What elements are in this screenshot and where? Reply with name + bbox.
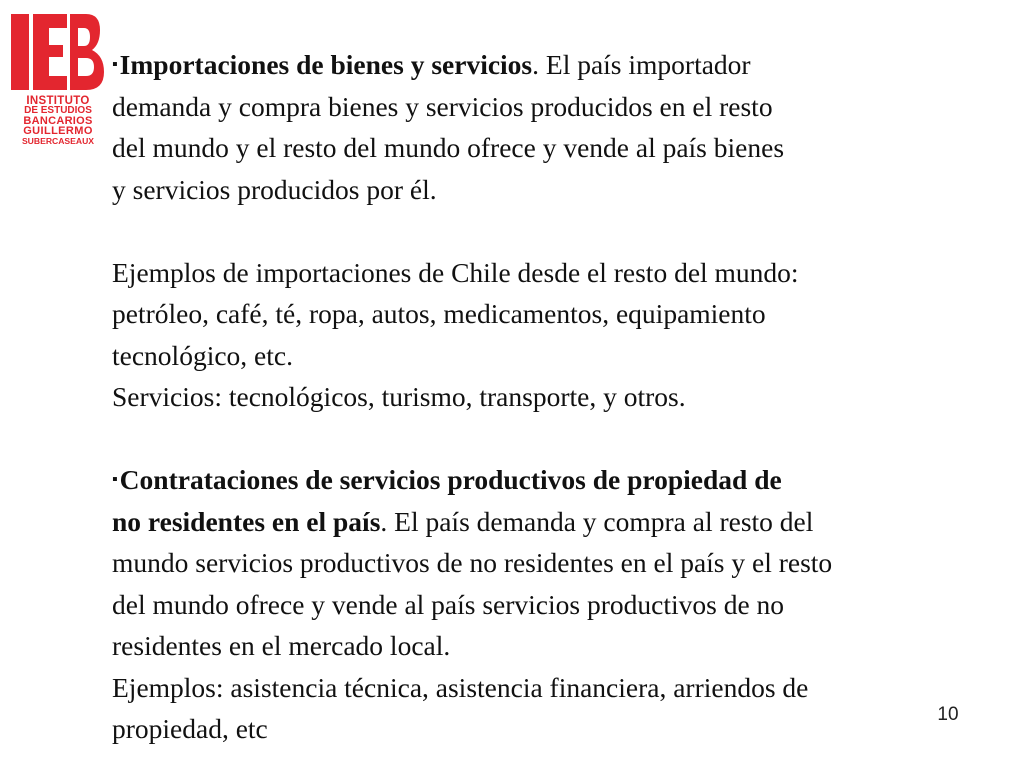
- institute-logo: [8, 10, 108, 160]
- services-paragraph: [112, 459, 1017, 750]
- imports-examples-paragraph: [112, 252, 1017, 418]
- logo-wordmark: [8, 96, 108, 146]
- square-bullet-icon: ▪: [112, 471, 118, 488]
- services-title-part-2: no residentes en el país: [112, 505, 381, 537]
- services-title-part-1: Contrataciones de servicios productivos de propiedad de: [119, 464, 782, 495]
- paragraph-spacer: [112, 418, 1017, 460]
- services-line-2-rest: . El país demanda y compra al resto del: [380, 505, 814, 537]
- imports-line-4: y servicios producidos por él.: [112, 173, 437, 205]
- services-line-5: residentes en el mercado local.: [112, 630, 451, 661]
- logo-line-3: BANCARIOS: [23, 115, 93, 127]
- imports-line-1-rest: . El país importador: [532, 49, 751, 80]
- imports-line-3: del mundo y el resto del mundo ofrece y vende al país bienes: [112, 132, 785, 163]
- square-bullet-icon: ▪: [112, 56, 118, 73]
- logo-line-1: INSTITUTO: [26, 95, 90, 107]
- examples-line-1: Ejemplos de importaciones de Chile desde el resto del mundo:: [112, 256, 799, 288]
- services-line-7: propiedad, etc: [112, 713, 268, 744]
- logo-line-4: GUILLERMO: [23, 125, 93, 137]
- imports-line-2: demanda y compra bienes y servicios producidos en el resto: [112, 90, 773, 122]
- imports-line-1: [112, 44, 1017, 86]
- paragraph-spacer: [112, 210, 1017, 252]
- examples-line-3: tecnológico, etc.: [112, 339, 293, 371]
- logo-line-5: SUBERCASEAUX: [21, 136, 95, 146]
- examples-line-2: petróleo, café, té, ropa, autos, medicamentos, equipamiento: [112, 298, 766, 329]
- services-line-4: del mundo ofrece y vende al país servicios productivos de no: [112, 588, 785, 620]
- services-line-2: [112, 501, 1017, 543]
- logo-line-2: DE ESTUDIOS: [24, 105, 92, 116]
- services-line-1: [112, 459, 1017, 501]
- slide-body: [112, 44, 1017, 750]
- imports-paragraph: [112, 44, 1017, 210]
- services-line-6: Ejemplos: asistencia técnica, asistencia financiera, arriendos de: [112, 671, 809, 703]
- imports-title: Importaciones de bienes y servicios: [119, 49, 533, 80]
- page-number: 10: [937, 704, 959, 725]
- ieb-logo-mark: [8, 10, 108, 94]
- services-line-3: mundo servicios productivos de no residentes en el país y el resto: [112, 547, 833, 578]
- examples-line-4: Servicios: tecnológicos, turismo, transporte, y otros.: [112, 381, 686, 412]
